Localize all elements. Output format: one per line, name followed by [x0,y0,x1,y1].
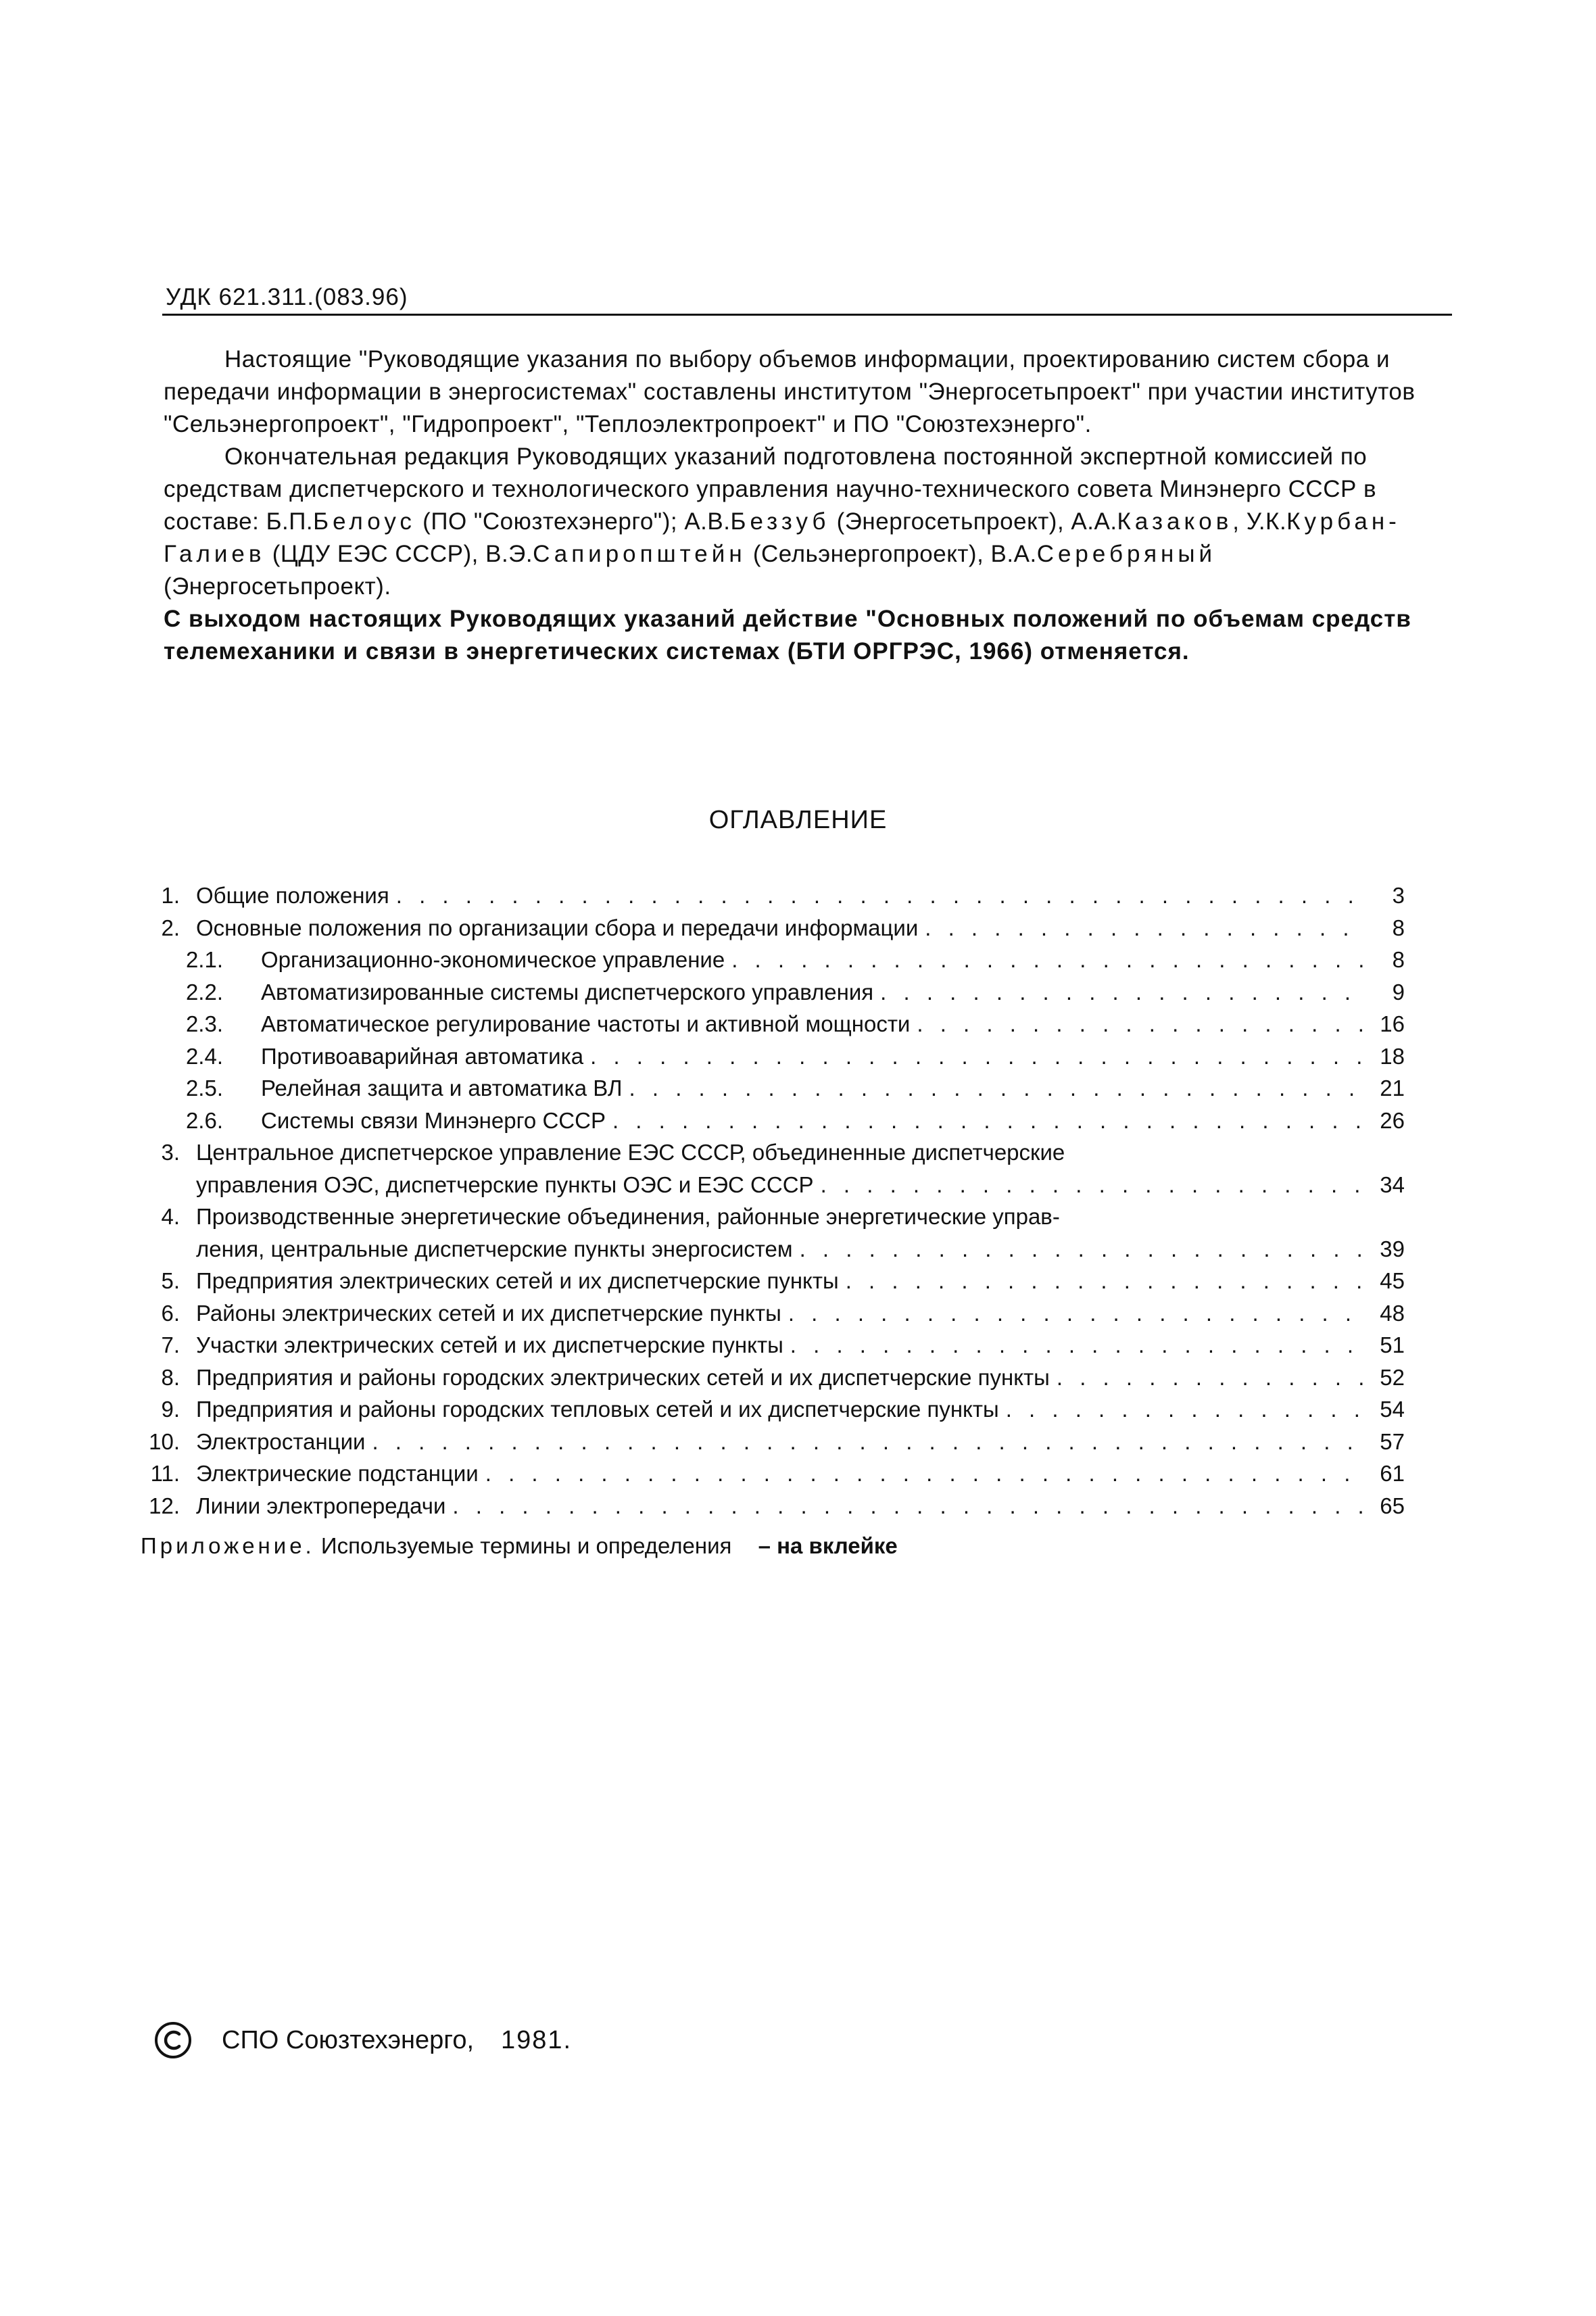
toc-page-number: 48 [1380,1300,1405,1326]
toc-title: управления ОЭС, диспетчерские пункты ОЭС и ЕЭС СССР [196,1172,814,1197]
toc-page-number: 8 [1392,947,1405,972]
udk-code: УДК 621.311.(083.96) [166,284,408,310]
toc-entry [0,1172,1596,1203]
member-org: (Энергосетьпроект), А.А. [829,508,1117,535]
toc-entry [0,1365,1596,1396]
toc-number: 2.2. [185,979,223,1005]
toc-heading: ОГЛАВЛЕНИЕ [708,806,888,834]
toc-page-number: 18 [1380,1043,1405,1069]
toc-page-number: 65 [1380,1493,1405,1518]
toc-title: Предприятия и районы городских электрических сетей и их диспетчерские пункты [196,1364,1050,1390]
toc-number: 4. [161,1204,180,1229]
toc-leader-dots [788,1301,1365,1326]
toc-leader-dots [800,1236,1365,1262]
toc-page-number: 51 [1380,1332,1405,1357]
toc-number: 2.6. [185,1107,223,1133]
member-org: (ЦДУ ЕЭС СССР), В.Э. [265,541,533,567]
toc-entry [0,980,1596,1011]
toc-line [196,1268,1405,1294]
toc-page-number: 34 [1380,1172,1405,1197]
toc-entry [0,1204,1596,1235]
toc-entry [0,1493,1596,1524]
toc-number: 5. [161,1268,180,1293]
header-rule [162,314,1452,316]
toc-leader-dots [821,1172,1365,1198]
toc-entry [0,915,1596,946]
toc-title: Электростанции [196,1428,366,1454]
toc-entry [0,1140,1596,1171]
toc-leader-dots [396,883,1365,909]
member-name: Курбан-Галиев [164,508,1401,567]
intro-section [164,343,1448,668]
toc-number: 2.5. [185,1076,223,1101]
toc-line [196,1172,1405,1198]
toc-title: Центральное диспетчерское управление ЕЭС СССР, объединенные диспетчерские [196,1140,1065,1165]
toc-leader-dots [629,1076,1365,1101]
commission-text: Окончательная редакция Руководящих указаний подготовлена постоянной экспертной комиссией по средствам диспетчерского и технологического управления научно-технического совета Минэнерго СССР в составе: Б.П. [164,443,1377,535]
toc-leader-dots [452,1493,1365,1519]
toc-title: Релейная защита и автоматика ВЛ [261,1076,623,1101]
toc-line [261,947,1405,973]
toc-page-number: 8 [1392,915,1405,940]
toc-page-number: 57 [1380,1428,1405,1454]
toc-title: Основные положения по организации сбора и передачи информации [196,915,919,940]
toc-title: Системы связи Минэнерго СССР [261,1107,606,1133]
member-name: Сапиропштейн [533,541,746,567]
toc-entry [0,1076,1596,1107]
toc-line [196,1397,1405,1422]
toc-line [196,1236,1405,1262]
toc-line [196,1493,1405,1519]
toc-number: 2.1. [185,947,223,972]
toc-line [261,1011,1405,1037]
member-org: (Сельэнергопроект), В.А. [746,541,1037,567]
toc-number: 1. [161,883,180,908]
toc-number: 8. [161,1364,180,1390]
toc-line [196,1301,1405,1326]
toc-entry [0,1268,1596,1299]
intro-paragraph-3: С выходом настоящих Руководящих указаний действие "Основных положений по объемам средств телемеханики и связи в энергетических системах (БТИ ОРГРЭС, 1966) отменяется. [164,606,1411,665]
toc-entry [0,883,1596,914]
toc-leader-dots [917,1011,1365,1037]
toc-entry [0,1301,1596,1332]
appendix-label: Приложение. [141,1533,315,1558]
toc-title: Производственные энергетические объединения, районные энергетические управ- [196,1204,1060,1229]
toc-number: 2.4. [185,1043,223,1069]
toc-number: 11. [150,1461,180,1486]
appendix-entry [141,1533,898,1559]
toc-number: 6. [161,1300,180,1326]
toc-number: 7. [161,1332,180,1357]
toc-number: 2. [161,915,180,940]
toc-entry [0,1461,1596,1492]
toc-leader-dots [590,1044,1365,1069]
toc-line [196,1140,1065,1165]
toc-number: 10. [149,1428,180,1454]
toc-page-number: 21 [1380,1076,1405,1101]
toc-title: Общие положения [196,883,389,908]
toc-leader-dots [1057,1365,1365,1391]
member-org: , У.К. [1232,508,1287,535]
member-name: Серебряный [1036,541,1217,567]
toc-entry [0,1108,1596,1139]
copyright-line [154,2021,572,2059]
toc-title: Районы электрических сетей и их диспетчерские пункты [196,1300,781,1326]
toc-title: ления, центральные диспетчерские пункты энергосистем [196,1236,793,1261]
toc-title: Линии электропередачи [196,1493,446,1518]
appendix-text: Используемые термины и определения [320,1533,732,1558]
appendix-note: – на вклейке [758,1533,898,1558]
intro-paragraph-2 [164,441,1448,603]
toc-line [196,883,1405,909]
copyright-org: СПО Союзтехэнерго, [222,2025,475,2054]
copyright-icon [154,2021,192,2059]
member-name: Белоус [313,508,416,535]
toc-page-number: 52 [1380,1364,1405,1390]
toc-title: Автоматизированные системы диспетчерского управления [261,979,874,1005]
toc-page-number: 61 [1380,1461,1405,1486]
toc-leader-dots [612,1108,1365,1134]
toc-leader-dots [790,1332,1365,1358]
toc-page-number: 3 [1392,883,1405,908]
toc-number: 2.3. [185,1011,223,1036]
toc-leader-dots [1006,1397,1365,1422]
toc-leader-dots [925,915,1365,941]
toc-line [196,1461,1405,1487]
toc-leader-dots [846,1268,1365,1294]
toc-line [261,1108,1405,1134]
toc-number: 12. [149,1493,180,1518]
toc-page-number: 54 [1380,1397,1405,1422]
toc-line [196,915,1405,941]
toc-title: Участки электрических сетей и их диспетчерские пункты [196,1332,783,1357]
intro-paragraph-1: Настоящие "Руководящие указания по выбору объемов информации, проектированию систем сбора и передачи информации в энергосистемах" составлены институтом "Энергосетьпроект" при участии институтов "Сельэнергопроект", "Гидропроект", "Теплоэлектропроект" и ПО "Союзтехэнерго". [164,346,1416,437]
toc-title: Противоаварийная автоматика [261,1043,584,1069]
toc-page-number: 16 [1380,1011,1405,1036]
member-org: (Энергосетьпроект). [164,573,391,600]
toc-line [261,1076,1405,1101]
toc-entry [0,947,1596,978]
toc-title: Предприятия электрических сетей и их диспетчерские пункты [196,1268,839,1293]
toc-leader-dots [485,1461,1365,1487]
member-org: (ПО "Союзтехэнерго"); А.В. [415,508,731,535]
toc-entry [0,1397,1596,1428]
toc-number: 9. [161,1397,180,1422]
copyright-year: 1981. [501,2025,573,2054]
toc-line [196,1365,1405,1391]
toc-leader-dots [372,1429,1365,1455]
member-name: Казаков [1117,508,1233,535]
toc-line [196,1204,1060,1230]
toc-page-number: 9 [1392,979,1405,1005]
toc-line [261,980,1405,1005]
toc-line [196,1332,1405,1358]
toc-line [261,1044,1405,1069]
toc-number: 3. [161,1140,180,1165]
toc-page-number: 45 [1380,1268,1405,1293]
toc-leader-dots [731,947,1365,973]
toc-page-number: 39 [1380,1236,1405,1261]
toc-leader-dots [880,980,1365,1005]
toc-line [196,1429,1405,1455]
toc-page-number: 26 [1380,1107,1405,1133]
toc-title: Организационно-экономическое управление [261,947,725,972]
member-name: Беззуб [730,508,830,535]
toc-entry [0,1044,1596,1075]
toc-title: Предприятия и районы городских тепловых сетей и их диспетчерские пункты [196,1397,999,1422]
toc-entry [0,1236,1596,1268]
toc-entry [0,1011,1596,1042]
toc-entry [0,1332,1596,1364]
toc-title: Электрические подстанции [196,1461,479,1486]
toc-title: Автоматическое регулирование частоты и активной мощности [261,1011,911,1036]
toc-entry [0,1429,1596,1460]
